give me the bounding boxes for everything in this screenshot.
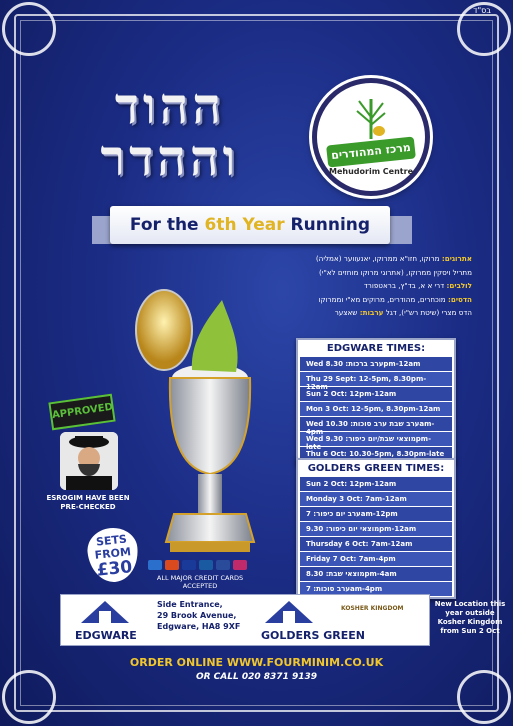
- title-line-2: וההדר: [100, 128, 240, 187]
- sets-price: £30: [95, 557, 134, 581]
- cards-accepted-label: ALL MAJOR CREDIT CARDS ACCEPTED: [156, 574, 244, 590]
- corner-ornament-tl: [2, 2, 56, 56]
- logo-english-name: Mehudorim Centre: [329, 167, 413, 176]
- hadas-text: הדס מצרי (שיטת רש"י), דגל: [385, 308, 472, 317]
- sets-line-2: FROM: [94, 545, 132, 562]
- golders-green-times-box: [296, 458, 456, 599]
- golders-green-tent-icon: [261, 599, 317, 625]
- times-row: Monday 3 Oct: 7am-12am: [300, 492, 452, 506]
- times-row: Thursday 6 Oct: 7am-12am: [300, 537, 452, 551]
- banner-suffix: Running: [284, 215, 371, 235]
- aravos-text: שאצער: [334, 308, 358, 317]
- times-row: Sun 2 Oct: 12pm-12am: [300, 387, 452, 401]
- etrog-box-illustration: [130, 260, 290, 610]
- hadasim-text: מוכחרים, מהודרים, מרוקים מא"י וממרוקו: [318, 294, 446, 304]
- etrog-silver-box-image: [130, 260, 290, 610]
- mastercard-icon: [165, 560, 179, 570]
- four-species-icon: [353, 97, 389, 139]
- title-line-1: ההוד: [114, 76, 226, 135]
- hadasim-label: הדסים:: [447, 294, 472, 304]
- times-row: Sun 2 Oct: 12pm-12am: [300, 477, 452, 491]
- esrogim-label: אתרוגים:: [441, 254, 472, 263]
- times-row: מוצאי יום כיפור: 9.30pm-12am: [300, 522, 452, 536]
- bsd-mark: בס"ד: [473, 6, 491, 15]
- golders-green-times-list: [298, 477, 454, 596]
- sixth-year-banner: [110, 206, 390, 244]
- times-row: ערב סוכות: 7am-4pm: [300, 582, 452, 596]
- times-row: Wed מוצאי שבת/יום כיפור: 9.30pm-late: [300, 432, 452, 446]
- visa-icon: [182, 560, 196, 570]
- lulavim-label: לולבים:: [446, 281, 472, 290]
- rabbi-photo: [60, 432, 118, 490]
- logo-hebrew-name: מרכז המהודרים: [326, 136, 416, 167]
- order-online-link[interactable]: ORDER ONLINE WWW.FOURMINIM.CO.UK: [129, 656, 384, 669]
- mehudorim-logo: [312, 78, 430, 196]
- edgware-tent-icon: [77, 599, 133, 625]
- banner-prefix: For the: [129, 215, 205, 235]
- times-row: Thu 29 Sept: 12-5pm, 8.30pm-12am: [300, 372, 452, 386]
- edgware-times-list: [298, 357, 454, 461]
- lulavim-text: דרי א א, בד"ץ, בראטפורד: [363, 281, 445, 290]
- esrogim-text: מרוקו, חזו"א ממרוקו, יאנעווער (אמליה): [315, 254, 440, 263]
- banner-accent: 6th Year: [204, 215, 285, 235]
- aravos-label: ערבות:: [359, 308, 384, 317]
- kosher-kingdom-logo: KOSHER KINGDOM: [341, 605, 404, 612]
- solo-icon: [233, 560, 247, 570]
- edgware-address: [157, 599, 253, 632]
- payment-cards: [148, 560, 247, 570]
- sets-line-1: SETS: [95, 532, 128, 549]
- locations-box: [60, 594, 430, 646]
- address-line-1: Side Entrance,: [157, 600, 223, 609]
- address-line-3: Edgware, HA8 9XF: [157, 622, 241, 631]
- credits-line-2: מתריל ויסקין ממרוקו, (אתרוגי מרוקו מוחזים לא"י): [319, 267, 472, 277]
- edgware-label: EDGWARE: [75, 629, 137, 642]
- approved-stamp: APPROVED: [48, 394, 115, 431]
- address-line-2: 29 Brook Avenue,: [157, 611, 237, 620]
- rabbi-portrait: [60, 432, 118, 490]
- times-row: ערב יום כיפור: 7am-12pm: [300, 507, 452, 521]
- edgware-times-box: [296, 338, 456, 464]
- maestro-icon: [216, 560, 230, 570]
- visa-electron-icon: [199, 560, 213, 570]
- times-row: Wed ערב ברכות: 8.30pm-12am: [300, 357, 452, 371]
- times-row: Friday 7 Oct: 7am-4pm: [300, 552, 452, 566]
- golders-green-times-heading: GOLDERS GREEN TIMES:: [298, 460, 454, 476]
- golders-green-label: GOLDERS GREEN: [261, 629, 365, 642]
- sets-price-badge: [85, 526, 140, 585]
- times-row: Mon 3 Oct: 12-5pm, 8.30pm-12am: [300, 402, 452, 416]
- pre-checked-note: ESROGIM HAVE BEEN PRE-CHECKED: [46, 494, 130, 511]
- amex-icon: [148, 560, 162, 570]
- phone-number: OR CALL 020 8371 9139: [195, 672, 318, 682]
- hebrew-title: [50, 76, 290, 187]
- times-row: Wed ערב שבת ערב סוכות: 10.30am-4pm: [300, 417, 452, 431]
- edgware-times-heading: EDGWARE TIMES:: [298, 340, 454, 356]
- new-location-note: New Location this year outside Kosher Kingdom from Sun 2 Oct: [434, 600, 506, 635]
- times-row: Thu 6 Oct: 10.30-5pm, 8.30pm-late: [300, 447, 452, 461]
- times-row: מוצאי שבת: 8.30pm-4am: [300, 567, 452, 581]
